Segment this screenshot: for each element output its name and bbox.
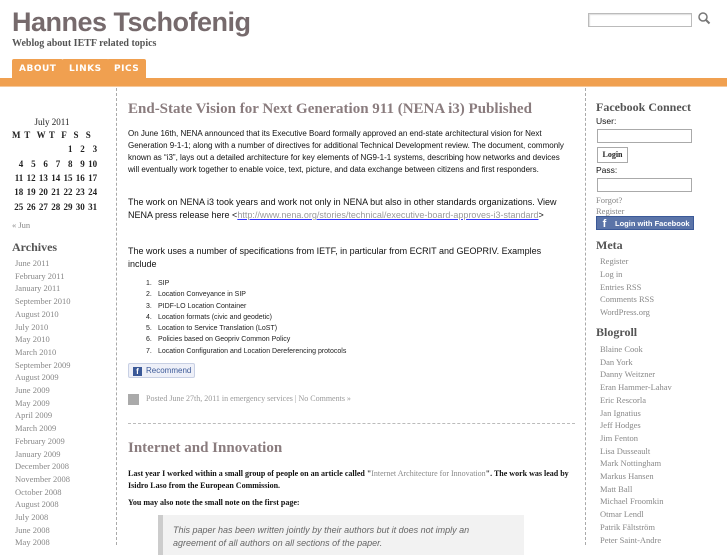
archives-link[interactable]: May 2009 bbox=[15, 397, 50, 408]
tab-pics[interactable]: PICS bbox=[107, 59, 146, 79]
calendar-day: 10 bbox=[88, 158, 98, 169]
recommend-button[interactable] bbox=[128, 363, 195, 378]
list-number: 6. bbox=[146, 336, 152, 344]
post-icon bbox=[128, 394, 139, 405]
meta-link[interactable]: Entries RSS bbox=[600, 281, 642, 292]
forgot-link[interactable]: Forgot? bbox=[596, 195, 623, 205]
weekday: S bbox=[73, 130, 79, 141]
list-number: 1. bbox=[146, 280, 152, 287]
blogroll-link[interactable]: Eric Rescorla bbox=[600, 394, 647, 405]
calendar bbox=[12, 128, 98, 214]
separator: | bbox=[292, 394, 299, 403]
comments-link[interactable]: No Comments » bbox=[298, 394, 351, 403]
calendar-day: 27 bbox=[38, 201, 48, 212]
archives-link[interactable]: June 2008 bbox=[15, 524, 50, 535]
divider bbox=[116, 88, 117, 545]
user-label: User: bbox=[596, 116, 617, 126]
divider bbox=[585, 88, 586, 545]
tab-links[interactable]: LINKS bbox=[62, 59, 109, 79]
weekday: F bbox=[61, 130, 67, 141]
calendar-day: 13 bbox=[38, 173, 48, 184]
calendar-day bbox=[49, 142, 61, 156]
calendar-day: 18 bbox=[14, 187, 24, 198]
list-item bbox=[146, 312, 346, 323]
list-item bbox=[146, 278, 346, 289]
register-link[interactable]: Register bbox=[596, 206, 625, 216]
archives-link[interactable]: September 2009 bbox=[15, 359, 71, 370]
archives-link[interactable]: May 2010 bbox=[15, 334, 50, 345]
calendar-day: 7 bbox=[55, 158, 61, 169]
blockquote: This paper has been written jointly by their authors but it does not imply an agreement of all authors on all sections of the paper. bbox=[158, 515, 524, 555]
calendar-day: 20 bbox=[38, 187, 48, 198]
calendar-day: 5 bbox=[31, 158, 36, 169]
blogroll-link[interactable]: Otmar Lendl bbox=[600, 509, 644, 520]
facebook-icon: f bbox=[602, 218, 607, 230]
meta-link[interactable]: Register bbox=[600, 256, 629, 266]
list-item bbox=[146, 289, 346, 300]
pass-label: Pass: bbox=[596, 165, 618, 175]
blogroll-link[interactable]: Peter Saint-Andre bbox=[600, 534, 662, 545]
list-number: 3. bbox=[146, 302, 152, 310]
article-link[interactable]: Internet Architecture for Innovation bbox=[371, 469, 486, 478]
blogroll-link[interactable]: Jim Fenton bbox=[600, 432, 639, 443]
list-number: 7. bbox=[146, 347, 152, 355]
blogroll-link[interactable]: Matt Ball bbox=[600, 483, 633, 494]
calendar-day: 3 bbox=[92, 144, 98, 155]
text: ". The work was lead by Isidro Laso from the European Commission. bbox=[128, 469, 569, 490]
calendar-day bbox=[12, 142, 24, 156]
blogroll-heading: Blogroll bbox=[596, 325, 638, 339]
blogroll-link[interactable]: Jeff Hodges bbox=[600, 420, 641, 431]
search-icon[interactable] bbox=[697, 11, 711, 25]
calendar-day: 11 bbox=[14, 173, 24, 184]
list-text: SIP bbox=[158, 280, 170, 287]
weekday: T bbox=[24, 130, 31, 141]
archives-link[interactable]: August 2010 bbox=[15, 308, 59, 319]
archives-link[interactable]: November 2008 bbox=[15, 473, 71, 484]
weekday: W bbox=[36, 130, 46, 141]
calendar-day: 19 bbox=[26, 187, 36, 198]
blogroll-link[interactable]: Blaine Cook bbox=[600, 344, 643, 354]
calendar-day: 22 bbox=[63, 187, 73, 198]
archives-link[interactable]: July 2008 bbox=[15, 512, 49, 522]
blogroll-link[interactable]: Markus Hansen bbox=[600, 471, 654, 481]
meta-link[interactable]: Comments RSS bbox=[600, 294, 655, 305]
blogroll-link[interactable]: Eran Hammer-Lahav bbox=[600, 382, 672, 393]
list-text: Location formats (civic and geodetic) bbox=[158, 313, 272, 321]
list-number: 5. bbox=[146, 325, 152, 333]
meta-link[interactable]: WordPress.org bbox=[600, 307, 650, 318]
calendar-day: 8 bbox=[67, 158, 73, 169]
post-paragraph: The work uses a number of specifications from IETF, in particular from ECRIT and GEOPRIV. Examples include bbox=[128, 246, 542, 269]
calendar-day: 25 bbox=[14, 201, 24, 212]
facebook-connect-heading: Facebook Connect bbox=[596, 100, 691, 114]
calendar-day: 1 bbox=[67, 144, 73, 155]
site-tagline: Weblog about IETF related topics bbox=[12, 38, 157, 49]
facebook-login-button[interactable] bbox=[596, 216, 694, 230]
calendar-week bbox=[12, 157, 98, 171]
list-item bbox=[146, 301, 346, 312]
calendar-day: 31 bbox=[88, 201, 98, 212]
list-text: PIDF-LO Location Container bbox=[158, 302, 247, 310]
list-text: Location to Service Translation (LoST) bbox=[158, 325, 278, 333]
calendar-day: 24 bbox=[88, 187, 98, 198]
calendar-day: 12 bbox=[26, 173, 36, 184]
archives-link[interactable]: June 2009 bbox=[15, 385, 50, 395]
archives-link[interactable]: December 2008 bbox=[15, 461, 70, 472]
recommend-label: Recommend bbox=[146, 366, 192, 375]
calendar-day: 14 bbox=[51, 173, 61, 184]
archives-link[interactable]: September 2010 bbox=[15, 296, 71, 307]
blogroll-link[interactable]: Patrik Fältström bbox=[600, 521, 656, 532]
archives-link[interactable]: July 2010 bbox=[15, 321, 49, 332]
facebook-icon: f bbox=[133, 367, 142, 376]
calendar-day: 6 bbox=[43, 158, 48, 169]
archives-link[interactable]: May 2008 bbox=[15, 537, 50, 548]
list-text: Location Conveyance in SIP bbox=[158, 291, 246, 299]
user-input[interactable] bbox=[597, 129, 692, 143]
calendar-week bbox=[12, 185, 98, 199]
calendar-day: 26 bbox=[26, 201, 36, 212]
post-paragraph: On June 16th, NENA announced that its Executive Board formally approved an end-state architectural vision for Next Generation 9-1-1; along with a number of directives for additional Technical Development review. The document, commonly known as “i3”, lays out a detailed architecture for key elements of NG9-1-1 systems, describing how networks and devices will eventually work together to enable voice, text, picture, and data exchange between citizens and first responders. bbox=[128, 129, 564, 174]
text: The work on NENA i3 took years and work not only in NENA but also in other standards organizations. View NENA press release here < bbox=[128, 197, 557, 220]
archives-link[interactable]: April 2009 bbox=[15, 410, 53, 421]
text: You may also note the small note on the first page: bbox=[128, 498, 300, 507]
meta-link[interactable]: Log in bbox=[600, 268, 623, 279]
post-separator bbox=[128, 423, 575, 424]
blogroll-link[interactable]: Jan Ignatius bbox=[600, 407, 641, 418]
text: > bbox=[538, 210, 544, 220]
calendar-caption: July 2011 bbox=[34, 117, 70, 127]
calendar-day: 29 bbox=[63, 201, 73, 212]
facebook-login-label: Login with Facebook bbox=[615, 219, 690, 228]
archives-link[interactable]: October 2008 bbox=[15, 486, 62, 497]
meta-heading: Meta bbox=[596, 238, 623, 252]
post-paragraph bbox=[128, 196, 568, 222]
archives-link[interactable]: February 2011 bbox=[15, 270, 65, 281]
calendar-day: 15 bbox=[63, 173, 73, 184]
list-item bbox=[146, 323, 346, 334]
archives-link[interactable]: March 2010 bbox=[15, 346, 57, 357]
weekday: T bbox=[48, 130, 55, 141]
calendar-day: 21 bbox=[51, 187, 61, 198]
archives-heading: Archives bbox=[12, 240, 58, 254]
blogroll-link[interactable]: Dan York bbox=[600, 356, 633, 367]
post-title[interactable]: Internet and Innovation bbox=[128, 440, 283, 456]
calendar-day: 28 bbox=[51, 201, 61, 212]
calendar-day bbox=[37, 142, 49, 156]
calendar-day: 30 bbox=[75, 201, 85, 212]
archives-link[interactable]: August 2009 bbox=[15, 372, 59, 383]
posted-date: Posted June 27th, 2011 in bbox=[146, 394, 231, 403]
site-title[interactable]: Hannes Tschofenig bbox=[12, 7, 251, 37]
post-paragraph bbox=[128, 468, 573, 492]
weekday: M bbox=[12, 130, 21, 141]
login-button[interactable]: Login bbox=[597, 147, 628, 163]
weekday: S bbox=[85, 130, 91, 141]
calendar-week bbox=[12, 199, 98, 213]
calendar-day: 9 bbox=[80, 158, 85, 169]
archives-link[interactable]: August 2008 bbox=[15, 499, 59, 510]
tab-about[interactable]: ABOUT bbox=[12, 59, 63, 79]
list-item bbox=[146, 334, 346, 345]
category-link[interactable]: emergency services bbox=[230, 394, 293, 403]
calendar-week bbox=[12, 142, 98, 156]
blogroll-link[interactable]: Michael Froomkin bbox=[600, 496, 664, 507]
list-number: 2. bbox=[146, 291, 152, 299]
archives-link[interactable]: March 2009 bbox=[15, 423, 57, 434]
blogroll-link[interactable]: Lisa Dusseault bbox=[600, 445, 651, 456]
archives-link[interactable]: June 2011 bbox=[15, 258, 50, 268]
nena-press-link[interactable]: http://www.nena.org/stories/technical/executive-board-approves-i3-standard bbox=[237, 210, 539, 220]
list-text: Policies based on Geopriv Common Policy bbox=[158, 336, 291, 344]
blogroll-link[interactable]: Danny Weitzner bbox=[600, 369, 656, 380]
post-title[interactable]: End-State Vision for Next Generation 911 (NENA i3) Published bbox=[128, 101, 532, 117]
calendar-day: 23 bbox=[75, 187, 85, 198]
blogroll-link[interactable]: Mark Nottingham bbox=[600, 458, 662, 469]
calendar-day: 4 bbox=[18, 158, 24, 169]
list-text: Location Configuration and Location Dereferencing protocols bbox=[158, 347, 347, 355]
archives-link[interactable]: February 2009 bbox=[15, 435, 65, 446]
spec-list bbox=[146, 278, 346, 357]
calendar-day: 17 bbox=[88, 173, 98, 184]
calendar-week bbox=[12, 171, 98, 185]
post-meta bbox=[146, 394, 351, 403]
archives-link[interactable]: January 2011 bbox=[15, 283, 61, 294]
calendar-prev-link[interactable]: « Jun bbox=[12, 220, 31, 230]
calendar-day bbox=[24, 142, 36, 156]
list-number: 4. bbox=[146, 313, 152, 321]
post-paragraph bbox=[128, 497, 573, 509]
archives-link[interactable]: January 2009 bbox=[15, 448, 61, 459]
search-input[interactable] bbox=[588, 13, 692, 27]
text: Last year I worked within a small group of people on an article called " bbox=[128, 469, 372, 478]
calendar-day: 2 bbox=[80, 144, 85, 155]
nav-bar bbox=[0, 78, 727, 87]
list-item bbox=[146, 346, 346, 357]
calendar-day: 16 bbox=[75, 173, 85, 184]
password-input[interactable] bbox=[597, 178, 692, 192]
